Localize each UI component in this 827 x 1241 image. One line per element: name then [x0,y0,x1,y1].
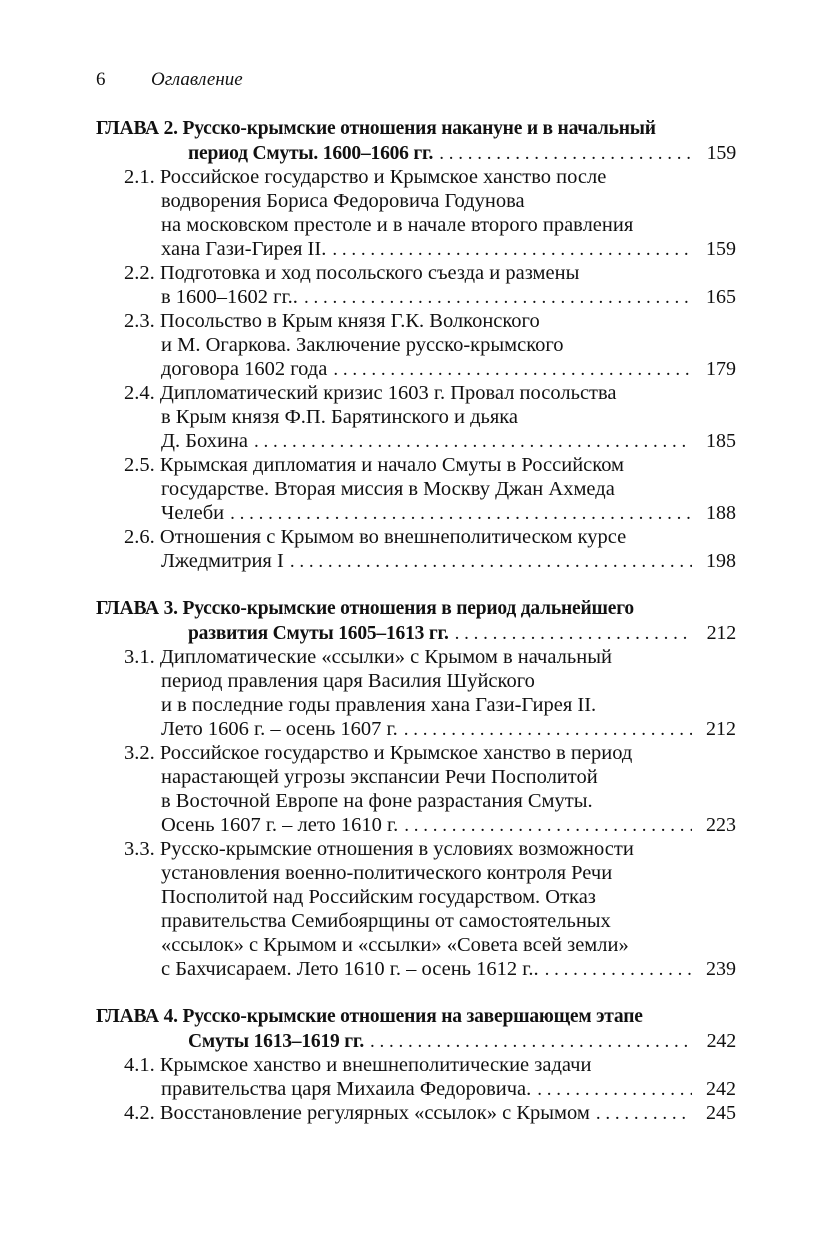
toc-line [96,429,736,453]
table-of-contents [96,117,736,1125]
toc-line [96,405,736,429]
dot-leader [230,501,692,526]
dot-leader [333,357,692,382]
section-4-1 [96,1053,736,1101]
section-title: хана Гази-Гирея II. [161,238,327,260]
section-title: правительства Семибоярщины от самостоятельных [161,910,611,932]
section-title: нарастающей угрозы экспансии Речи Посполитой [161,766,598,788]
toc-line [96,477,736,501]
chapter-2 [96,117,736,573]
dot-leader [537,1077,692,1102]
page-ref: 185 [706,430,736,452]
toc-line [96,237,736,261]
toc-line [96,501,736,525]
section-title: и М. Огаркова. Заключение русско-крымского [161,334,564,356]
chapter-title: Смуты 1613–1619 гг. [188,1031,365,1052]
chapter-heading-line [96,621,736,645]
chapter-title: ГЛАВА 3. Русско-крымские отношения в период дальнейшего [96,598,634,619]
dot-leader [404,813,692,838]
section-title: 3.1. Дипломатические «ссылки» с Крымом в начальный [124,646,612,668]
toc-line [96,837,736,861]
section-title: 4.1. Крымское ханство и внешнеполитические задачи [124,1054,592,1076]
section-title: 2.1. Российское государство и Крымское ханство после [124,166,607,188]
chapter-3 [96,597,736,981]
toc-line [96,381,736,405]
section-title: Осень 1607 г. – лето 1610 г. [161,814,399,836]
toc-line [96,1053,736,1077]
section-title: водворения Бориса Федоровича Годунова [161,190,525,212]
toc-line [96,789,736,813]
page-ref: 242 [706,1078,736,1100]
page-ref: 242 [706,1030,736,1052]
section-2-2 [96,261,736,309]
section-title: Лето 1606 г. – осень 1607 г. [161,718,398,740]
section-title: 2.5. Крымская дипломатия и начало Смуты в Российском [124,454,625,476]
chapter-heading-line [96,1029,736,1053]
dot-leader [254,429,692,454]
page-ref: 159 [706,142,736,164]
toc-line [96,1077,736,1101]
dot-leader [332,237,692,262]
section-4-2 [96,1101,736,1125]
toc-line [96,165,736,189]
dot-leader [455,622,692,646]
toc-line [96,525,736,549]
section-title: 4.2. Восстановление регулярных «ссылок» с Крымом [124,1102,590,1124]
section-title: правительства царя Михаила Федоровича. [161,1078,532,1100]
dot-leader [404,717,692,742]
toc-line [96,357,736,381]
section-3-2 [96,741,736,837]
section-title: Посполитой над Российским государством. Отказ [161,886,596,908]
page-ref: 198 [706,550,736,572]
section-title: период правления царя Василия Шуйского [161,670,535,692]
section-title: «ссылок» с Крымом и «ссылки» «Совета всей земли» [161,934,629,956]
toc-line [96,309,736,333]
section-2-1 [96,165,736,261]
section-title: установления военно-политического контроля Речи [161,862,613,884]
page-ref: 212 [706,718,736,740]
section-title: 2.6. Отношения с Крымом во внешнеполитическом курсе [124,526,627,548]
section-title: Лжедмитрия I [161,550,284,572]
chapter-title: период Смуты. 1600–1606 гг. [188,143,434,164]
section-3-3 [96,837,736,981]
section-3-1 [96,645,736,741]
toc-line [96,669,736,693]
chapter-heading-line [96,141,736,165]
section-title: на московском престоле и в начале второго правления [161,214,634,236]
page-ref: 159 [706,238,736,260]
dot-leader [370,1030,692,1054]
chapter-title: развития Смуты 1605–1613 гг. [188,623,449,644]
toc-line [96,189,736,213]
section-title: в 1600–1602 гг.. [161,286,298,308]
section-2-6 [96,525,736,573]
dot-leader [596,1101,692,1126]
section-title: государстве. Вторая миссия в Москву Джан Ахмеда [161,478,615,500]
chapter-heading-line [96,117,736,141]
toc-line [96,453,736,477]
toc-line [96,213,736,237]
section-title: договора 1602 года [161,358,328,380]
toc-line [96,285,736,309]
section-title: в Крым князя Ф.П. Барятинского и дьяка [161,406,519,428]
chapter-title: ГЛАВА 4. Русско-крымские отношения на завершающем этапе [96,1006,643,1027]
dot-leader [304,285,692,310]
toc-line [96,813,736,837]
running-head [96,68,243,92]
section-2-4 [96,381,736,453]
section-2-5 [96,453,736,525]
dot-leader [290,549,692,574]
section-title: 2.3. Посольство в Крым князя Г.К. Волконского [124,310,540,332]
toc-line [96,885,736,909]
chapter-title: ГЛАВА 2. Русско-крымские отношения накануне и в начальный [96,118,656,139]
section-title: 2.2. Подготовка и ход посольского съезда и размены [124,262,580,284]
toc-line [96,717,736,741]
section-title: с Бахчисараем. Лето 1610 г. – осень 1612 г.. [161,958,539,980]
toc-line [96,909,736,933]
section-title: 3.3. Русско-крымские отношения в условиях возможности [124,838,634,860]
toc-line [96,765,736,789]
chapter-4 [96,1005,736,1125]
section-title: 3.2. Российское государство и Крымское ханство в период [124,742,633,764]
section-title: Челеби [161,502,225,524]
toc-line [96,957,736,981]
section-title: и в последние годы правления хана Гази-Гирея II. [161,694,597,716]
page-ref: 188 [706,502,736,524]
section-2-3 [96,309,736,381]
toc-line [96,693,736,717]
chapter-heading-line [96,1005,736,1029]
page-ref: 245 [706,1102,736,1124]
section-title: в Восточной Европе на фоне разрастания Смуты. [161,790,593,812]
section-title: 2.4. Дипломатический кризис 1603 г. Провал посольства [124,382,617,404]
toc-line [96,933,736,957]
toc-line [96,741,736,765]
toc-line [96,261,736,285]
page-ref: 179 [706,358,736,380]
section-title: Д. Бохина [161,430,249,452]
toc-line [96,861,736,885]
running-head-title: Оглавление [151,69,243,90]
toc-line [96,1101,736,1125]
chapter-heading-line [96,597,736,621]
dot-leader [439,142,692,166]
page-number: 6 [96,69,106,90]
toc-line [96,645,736,669]
toc-line [96,549,736,573]
page-ref: 212 [706,622,736,644]
dot-leader [545,957,692,982]
page-ref: 223 [706,814,736,836]
page-ref: 239 [706,958,736,980]
toc-line [96,333,736,357]
page-ref: 165 [706,286,736,308]
